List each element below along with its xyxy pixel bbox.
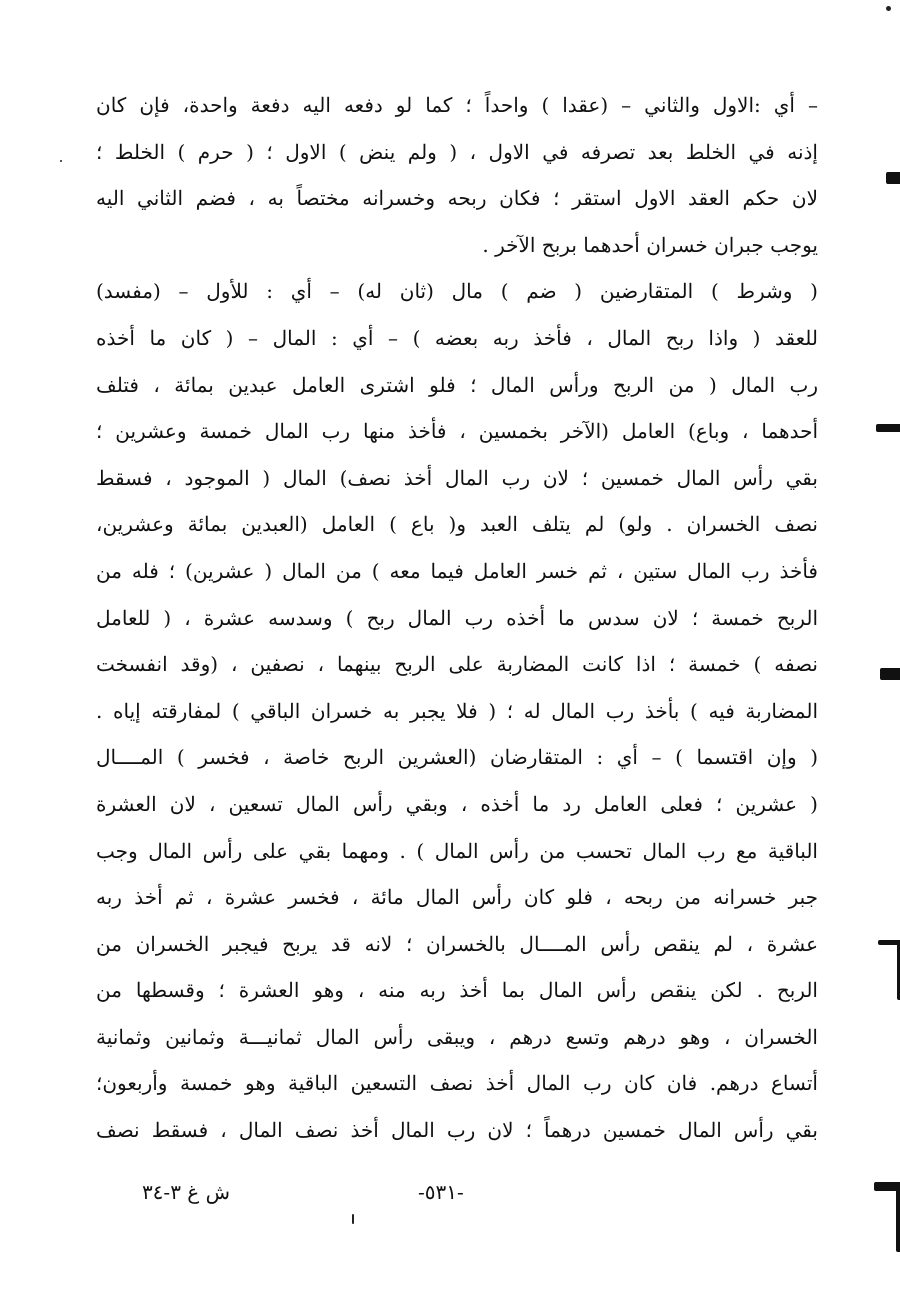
scan-edge-mark	[886, 172, 900, 184]
text-line-4: يوجب جبران خسران أحدهما بربح الآخر .	[482, 232, 818, 257]
text-line-5: ( وشرط ) المتقارضين ( ضم ) مال (ثان له) – أي : للأول – (مفسد)	[96, 279, 818, 304]
text-line-21: الخسران ، وهو درهم وتسع درهم ، ويبقى رأس المال ثمانيـــة وثمانين وثمانية	[96, 1024, 818, 1049]
text-line-1: – أي :الاول والثاني – (عقدا ) واحداً ؛ كما لو دفعه اليه دفعة واحدة، فإن كان	[96, 93, 818, 117]
text-line-6: للعقد ( واذا ربح المال ، فأخذ ربه بعضه ) – أي : المال – ( كان ما أخذه	[96, 325, 818, 350]
text-line-16: ( عشرين ؛ فعلى العامل رد ما أخذه ، وبقي رأس المال تسعين ، لان العشرة	[96, 791, 818, 816]
body-text	[96, 82, 818, 1154]
scan-speck	[352, 1214, 354, 1224]
text-line-10: نصف الخسران . ولو) لم يتلف العبد و( باع ) العامل (العبدين بمائة وعشرين،	[96, 512, 818, 537]
text-line-3: لان حكم العقد الاول استقر ؛ فكان ربحه وخسرانه مختصاً به ، فضم الثاني اليه	[96, 186, 818, 211]
page-footer	[96, 1172, 818, 1212]
scan-speck	[60, 160, 62, 162]
text-line-14: المضاربة فيه ) بأخذ رب المال له ؛ ( فلا يجبر به خسران الباقي ) لمفارقته إياه .	[96, 698, 818, 723]
text-line-8: أحدهما ، وباع) العامل (الآخر بخمسين ، فأخذ منها رب المال خمسة وعشرين ؛	[96, 419, 818, 444]
scan-speck	[886, 6, 891, 11]
signature-mark: ش غ ٣-٣٤	[141, 1180, 230, 1204]
scan-edge-mark	[876, 424, 900, 432]
text-line-19: عشرة ، لم ينقص رأس المــــال بالخسران ؛ لانه قد يربح فيجبر الخسران من	[96, 931, 818, 956]
scan-edge-mark	[896, 1182, 900, 1252]
scan-edge-mark	[880, 668, 900, 680]
text-line-2: إذنه في الخلط بعد تصرفه في الاول ، ( ولم ينض ) الاول ؛ ( حرم ) الخلط ؛	[96, 139, 818, 164]
text-line-13: نصفه ) خمسة ؛ اذا كانت المضاربة على الربح بينهما ، نصفين ، (وقد انفسخت	[96, 652, 818, 677]
text-line-7: رب المال ( من الربح ورأس المال ؛ فلو اشترى العامل عبدين بمائة ، فتلف	[96, 372, 818, 397]
text-line-22: أتساع درهم. فان كان رب المال أخذ نصف التسعين الباقية وهو خمسة وأربعون؛	[96, 1071, 818, 1096]
text-line-12: الربح خمسة ؛ لان سدس ما أخذه رب المال ربح ) وسدسه عشرة ، ( للعامل	[96, 605, 818, 630]
page-number: -٥٣١-	[418, 1180, 464, 1204]
text-line-11: فأخذ رب المال ستين ، ثم خسر العامل فيما معه ) من المال ( عشرين) ؛ فله من	[96, 558, 818, 583]
text-line-23: بقي رأس المال خمسين درهماً ؛ لان رب المال أخذ نصف المال ، فسقط نصف	[96, 1118, 818, 1143]
text-line-9: بقي رأس المال خمسين ؛ لان رب المال أخذ نصف) المال ( الموجود ، فسقط	[96, 465, 818, 490]
text-line-17: الباقية مع رب المال تحسب من رأس المال ) . ومهما بقي على رأس المال وجب	[96, 838, 818, 863]
text-line-20: الربح . لكن ينقص رأس المال بما أخذ ربه منه ، وهو العشرة ؛ وقسطها من	[96, 978, 818, 1003]
text-line-15: ( وإن اقتسما ) – أي : المتقارضان (العشرين الربح خاصة ، فخسر ) المــــال	[96, 745, 818, 770]
text-line-18: جبر خسرانه من ربحه ، فلو كان رأس المال مائة ، فخسر عشرة ، ثم أخذ ربه	[96, 885, 818, 910]
